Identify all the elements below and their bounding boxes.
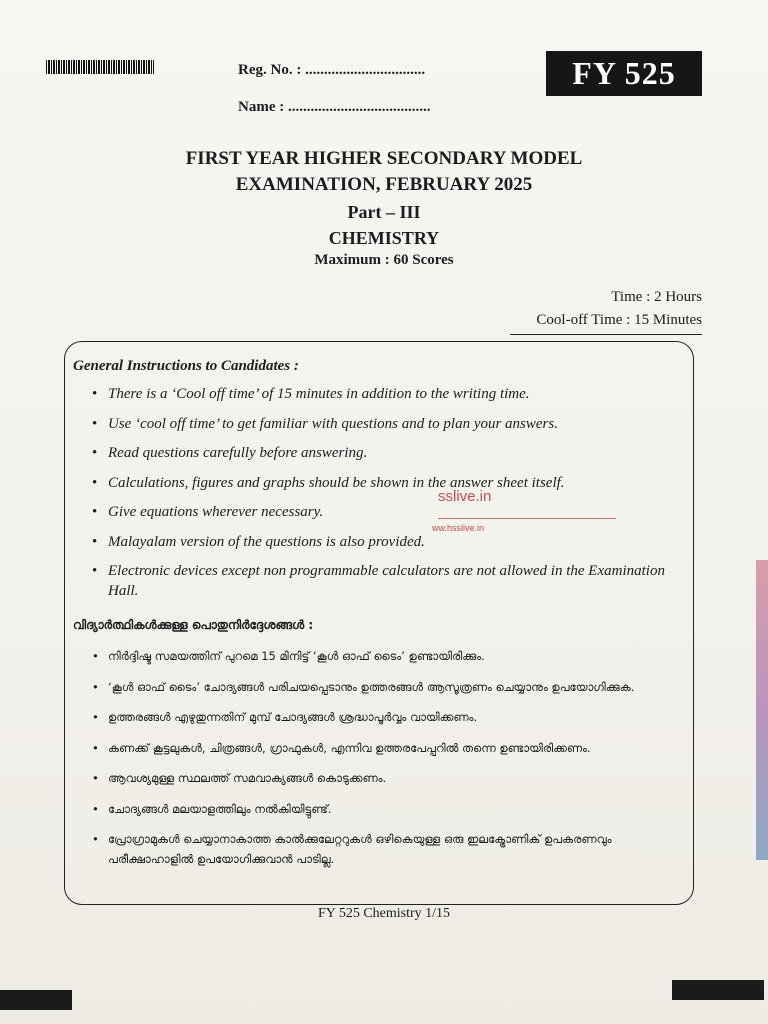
general-instructions-heading: General Instructions to Candidates : — [73, 358, 299, 374]
header-divider — [510, 334, 702, 335]
exam-subject: CHEMISTRY — [328, 228, 440, 248]
instruction-item-ml: • ‘കൂൾ ഓഫ് ടൈം’ ചോദ്യങ്ങൾ പരിചയപ്പെടാനും ഉത്തരങ്ങൾ ആസൂത്രണം ചെയ്യാനും ഉപയോഗിക്കുക. — [92, 677, 692, 697]
watermark-underline — [438, 518, 616, 519]
instruction-item: • Malayalam version of the questions is also provided. — [92, 532, 672, 552]
instruction-item: • Give equations wherever necessary. — [92, 502, 672, 522]
background-fabric-edge — [756, 560, 768, 860]
instructions-list-malayalam — [92, 646, 692, 880]
time-allowed: Time : 2 Hours — [611, 289, 702, 305]
instruction-item: • Read questions carefully before answering. — [92, 443, 672, 463]
exam-title-line-1: FIRST YEAR HIGHER SECONDARY MODEL — [185, 148, 583, 169]
reg-no-field: Reg. No. : ................................ — [238, 62, 426, 78]
instruction-item-ml: • കണക്ക് കൂട്ടലുകൾ, ചിത്രങ്ങൾ, ഗ്രാഫുകൾ, എന്നിവ ഉത്തരപേപ്പറിൽ തന്നെ ഉണ്ടായിരിക്കണം. — [92, 738, 692, 758]
instruction-item-ml: • ചോദ്യങ്ങൾ മലയാളത്തിലും നൽകിയിട്ടുണ്ട്. — [92, 799, 692, 819]
watermark-url: ww.hsslive.in — [432, 523, 485, 533]
instruction-item-ml: • നിർദ്ദിഷ്ട സമയത്തിന് പുറമെ 15 മിനിട്ട് ‘കൂൾ ഓഫ് ടൈം’ ഉണ്ടായിരിക്കും. — [92, 646, 692, 666]
name-field: Name : ...................................... — [238, 99, 431, 115]
instruction-item: • Electronic devices except non programmable calculators are not allowed in the Examination Hall. — [92, 561, 672, 601]
exam-part: Part – III — [347, 202, 421, 222]
instruction-item: • There is a ‘Cool off time’ of 15 minutes in addition to the writing time. — [92, 384, 672, 404]
malayalam-instructions-heading: വിദ്യാർത്ഥികൾക്കുള്ള പൊതുനിർദ്ദേശങ്ങൾ : — [73, 618, 314, 632]
instruction-item: • Calculations, figures and graphs should be shown in the answer sheet itself. — [92, 473, 672, 493]
page-footer: FY 525 Chemistry 1/15 — [317, 906, 451, 921]
instruction-item-ml: • ഉത്തരങ്ങൾ എഴുതുന്നതിന് മുമ്പ് ചോദ്യങ്ങൾ ശ്രദ്ധാപൂർവ്വം വായിക്കണം. — [92, 707, 692, 727]
scan-marker-right — [672, 980, 764, 1000]
instruction-item-ml: • പ്രോഗ്രാമുകൾ ചെയ്യാനാകാത്ത കാൽക്കുലേറ്ററുകൾ ഒഴികെയുള്ള ഒരു ഇലക്ട്രോണിക് ഉപകരണവും പരീക്ഷാഹാളിൽ ഉപയോഗിക്കുവാൻ പാടില്ല. — [92, 829, 692, 869]
exam-title-line-2: EXAMINATION, FEBRUARY 2025 — [235, 174, 533, 195]
instruction-item-ml: • ആവശ്യമുള്ള സ്ഥലത്ത് സമവാക്യങ്ങൾ കൊടുക്കണം. — [92, 768, 692, 788]
max-score: Maximum : 60 Scores — [314, 252, 454, 268]
paper-code-badge: FY 525 — [546, 51, 702, 96]
cool-off-time: Cool-off Time : 15 Minutes — [536, 312, 702, 328]
watermark-text: sslive.in — [438, 488, 492, 505]
instructions-list-english — [92, 384, 672, 611]
scan-marker-left — [0, 990, 72, 1010]
barcode — [46, 60, 154, 74]
instruction-item: • Use ‘cool off time’ to get familiar with questions and to plan your answers. — [92, 414, 672, 434]
